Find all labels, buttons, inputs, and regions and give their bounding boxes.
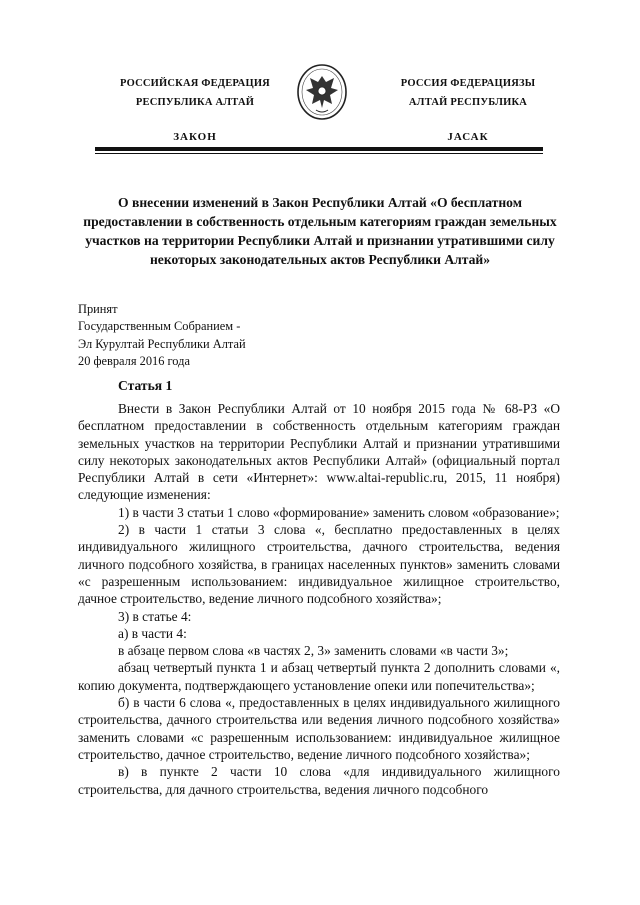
coat-of-arms-icon (296, 62, 348, 122)
header-right-law: JАСАК (447, 131, 489, 143)
header-right-country: РОССИЯ ФЕДЕРАЦИЯЗЫ (400, 78, 536, 89)
paragraph-item-3a: а) в части 4: (118, 625, 187, 641)
header-left-country: РОССИЙСКАЯ ФЕДЕРАЦИЯ (120, 78, 270, 89)
article-heading: Статья 1 (118, 378, 173, 393)
header-right-republic: АЛТАЙ РЕСПУБЛИКА (408, 97, 528, 108)
adoption-line-1: Принят (78, 302, 118, 316)
header-left-republic: РЕСПУБЛИКА АЛТАЙ (135, 97, 255, 108)
header-left (95, 74, 295, 147)
adoption-line-3: Эл Курултай Республики Алтай (78, 336, 246, 351)
header-divider-thin (95, 153, 543, 154)
paragraph-item-3b: б) в части 6 слова «, предоставленных в целях индивидуального жилищного строительства, дачного строительства или ведения личного подсобного хозяйства» заменить словами «с разрешенным использованием: индивидуальное жилищное строительство, дачное строительство, ведение личного подсобного хозяйства»; (78, 695, 560, 762)
header-divider-thick (95, 147, 543, 151)
adoption-block (78, 301, 378, 371)
paragraph-item-3a-2: абзац четвертый пункта 1 и абзац четвертый пункта 2 дополнить словами «, копию документа, подтверждающего установление опеки или попечительства»; (78, 660, 560, 693)
paragraph-item-2: 2) в части 1 статьи 3 слова «, бесплатно предоставленных в целях индивидуального жилищного строительства, дачного строительства, ведения личного подсобного хозяйства, в границах населенных пунктов» заменить словами «с разрешенным использованием: индивидуальное жилищное строительство, дачное строительство, ведение личного подсобного хозяйства»; (78, 522, 560, 607)
article-body (78, 400, 560, 798)
header-left-law: ЗАКОН (173, 131, 217, 143)
paragraph-item-3c: в) в пункте 2 части 10 слова «для индивидуального жилищного строительства, для дачного строительства, ведения личного подсобного (78, 764, 560, 797)
paragraph-item-1: 1) в части 3 статьи 1 слово «формирование» заменить словом «образование»; (118, 504, 560, 520)
paragraph-item-3: 3) в статье 4: (118, 608, 192, 624)
adoption-line-2: Государственным Собранием - (78, 319, 241, 334)
header-right (368, 74, 568, 147)
adoption-date: 20 февраля 2016 года (78, 354, 190, 369)
paragraph-item-3a-1: в абзаце первом слова «в частях 2, 3» заменить словами «в части 3»; (118, 643, 509, 659)
law-title: О внесении изменений в Закон Республики Алтай «О бесплатном предоставлении в собственность отдельным категориям граждан земельных участков на территории Республики Алтай и признании утратившими силу некоторых законодательных актов Республики Алтай» (83, 195, 557, 267)
paragraph-intro: Внести в Закон Республики Алтай от 10 ноября 2015 года № 68-РЗ «О бесплатном предоставлении в собственность отдельным категориям граждан земельных участков на территории Республики Алтай и признании утратившими силу некоторых законодательных актов Республики Алтай» (официальный портал Республики Алтай в сети «Интернет»: www.altai-republic.ru, 2015, 11 ноября) следующие изменения: (78, 401, 560, 503)
